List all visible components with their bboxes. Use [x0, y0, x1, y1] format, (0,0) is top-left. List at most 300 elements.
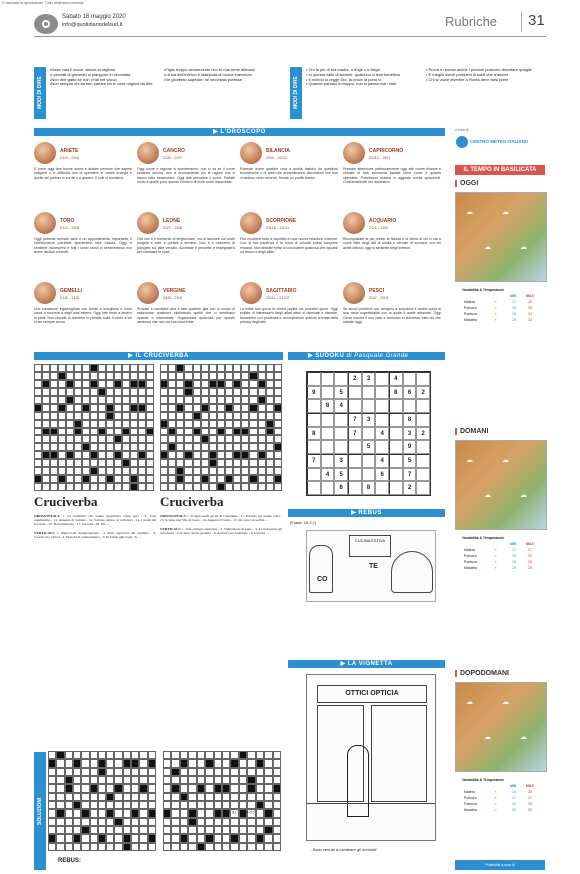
- sudoku-cell[interactable]: [416, 413, 430, 427]
- grid-cell[interactable]: [90, 834, 98, 842]
- grid-cell[interactable]: [82, 451, 90, 459]
- grid-cell[interactable]: [42, 404, 50, 412]
- grid-cell[interactable]: [138, 428, 146, 436]
- grid-cell[interactable]: [205, 768, 213, 776]
- grid-cell[interactable]: [214, 801, 222, 809]
- grid-cell[interactable]: [180, 843, 188, 851]
- grid-cell[interactable]: [230, 801, 238, 809]
- grid-cell[interactable]: [171, 826, 179, 834]
- grid-cell[interactable]: [205, 843, 213, 851]
- grid-cell[interactable]: [65, 843, 73, 851]
- grid-cell[interactable]: [74, 467, 82, 475]
- grid-cell[interactable]: [48, 776, 56, 784]
- grid-cell[interactable]: [138, 475, 146, 483]
- grid-cell[interactable]: [258, 459, 266, 467]
- grid-cell[interactable]: [184, 412, 192, 420]
- grid-cell[interactable]: [217, 404, 225, 412]
- grid-cell[interactable]: [233, 467, 241, 475]
- grid-cell[interactable]: [34, 435, 42, 443]
- grid-cell[interactable]: [197, 801, 205, 809]
- grid-cell[interactable]: [230, 768, 238, 776]
- grid-cell[interactable]: [139, 751, 147, 759]
- grid-cell[interactable]: [106, 826, 114, 834]
- grid-cell[interactable]: [114, 467, 122, 475]
- grid-cell[interactable]: [66, 428, 74, 436]
- grid-cell[interactable]: [247, 801, 255, 809]
- grid-cell[interactable]: [197, 768, 205, 776]
- grid-cell[interactable]: [82, 372, 90, 380]
- grid-cell[interactable]: [217, 443, 225, 451]
- grid-cell[interactable]: [258, 420, 266, 428]
- sudoku-cell[interactable]: [321, 386, 335, 400]
- grid-cell[interactable]: [74, 459, 82, 467]
- grid-cell[interactable]: [273, 843, 281, 851]
- grid-cell[interactable]: [146, 388, 154, 396]
- sudoku-cell[interactable]: [307, 399, 321, 413]
- grid-cell[interactable]: [168, 475, 176, 483]
- grid-cell[interactable]: [34, 388, 42, 396]
- sudoku-cell[interactable]: [362, 454, 376, 468]
- grid-cell[interactable]: [225, 380, 233, 388]
- grid-cell[interactable]: [73, 793, 81, 801]
- grid-cell[interactable]: [205, 818, 213, 826]
- sudoku-cell[interactable]: [334, 440, 348, 454]
- grid-cell[interactable]: [249, 467, 257, 475]
- grid-cell[interactable]: [90, 826, 98, 834]
- sudoku-cell[interactable]: [389, 399, 403, 413]
- grid-cell[interactable]: [264, 843, 272, 851]
- grid-cell[interactable]: [249, 435, 257, 443]
- grid-cell[interactable]: [274, 388, 282, 396]
- grid-cell[interactable]: [106, 818, 114, 826]
- grid-cell[interactable]: [249, 420, 257, 428]
- grid-cell[interactable]: [193, 451, 201, 459]
- grid-cell[interactable]: [266, 483, 274, 491]
- sudoku-cell[interactable]: [389, 413, 403, 427]
- grid-cell[interactable]: [233, 396, 241, 404]
- sudoku-cell[interactable]: [334, 372, 348, 386]
- grid-cell[interactable]: [241, 388, 249, 396]
- grid-cell[interactable]: [106, 768, 114, 776]
- grid-cell[interactable]: [34, 420, 42, 428]
- grid-cell[interactable]: [239, 843, 247, 851]
- crossword-grid-left[interactable]: [34, 364, 154, 491]
- sudoku-cell[interactable]: [375, 481, 389, 495]
- grid-cell[interactable]: [171, 776, 179, 784]
- grid-cell[interactable]: [90, 843, 98, 851]
- grid-cell[interactable]: [258, 388, 266, 396]
- grid-cell[interactable]: [148, 751, 156, 759]
- grid-cell[interactable]: [176, 420, 184, 428]
- grid-cell[interactable]: [188, 759, 196, 767]
- grid-cell[interactable]: [90, 404, 98, 412]
- grid-cell[interactable]: [106, 483, 114, 491]
- grid-cell[interactable]: [201, 380, 209, 388]
- grid-cell[interactable]: [214, 826, 222, 834]
- grid-cell[interactable]: [205, 826, 213, 834]
- grid-cell[interactable]: [131, 826, 139, 834]
- grid-cell[interactable]: [222, 776, 230, 784]
- grid-cell[interactable]: [264, 801, 272, 809]
- grid-cell[interactable]: [258, 364, 266, 372]
- sudoku-cell[interactable]: [375, 440, 389, 454]
- grid-cell[interactable]: [114, 768, 122, 776]
- grid-cell[interactable]: [249, 451, 257, 459]
- grid-cell[interactable]: [58, 388, 66, 396]
- grid-cell[interactable]: [146, 435, 154, 443]
- grid-cell[interactable]: [50, 412, 58, 420]
- grid-cell[interactable]: [81, 793, 89, 801]
- grid-cell[interactable]: [138, 483, 146, 491]
- grid-cell[interactable]: [42, 475, 50, 483]
- grid-cell[interactable]: [98, 784, 106, 792]
- grid-cell[interactable]: [176, 396, 184, 404]
- grid-cell[interactable]: [184, 404, 192, 412]
- grid-cell[interactable]: [239, 759, 247, 767]
- grid-cell[interactable]: [222, 793, 230, 801]
- grid-cell[interactable]: [106, 467, 114, 475]
- grid-cell[interactable]: [160, 428, 168, 436]
- grid-cell[interactable]: [258, 372, 266, 380]
- grid-cell[interactable]: [122, 467, 130, 475]
- grid-cell[interactable]: [98, 793, 106, 801]
- grid-cell[interactable]: [106, 784, 114, 792]
- grid-cell[interactable]: [56, 843, 64, 851]
- grid-cell[interactable]: [168, 451, 176, 459]
- grid-cell[interactable]: [176, 435, 184, 443]
- grid-cell[interactable]: [217, 451, 225, 459]
- grid-cell[interactable]: [73, 768, 81, 776]
- grid-cell[interactable]: [74, 372, 82, 380]
- grid-cell[interactable]: [130, 467, 138, 475]
- grid-cell[interactable]: [146, 420, 154, 428]
- grid-cell[interactable]: [168, 412, 176, 420]
- grid-cell[interactable]: [201, 412, 209, 420]
- grid-cell[interactable]: [114, 412, 122, 420]
- grid-cell[interactable]: [168, 404, 176, 412]
- grid-cell[interactable]: [176, 388, 184, 396]
- grid-cell[interactable]: [114, 793, 122, 801]
- grid-cell[interactable]: [50, 483, 58, 491]
- sudoku-cell[interactable]: [321, 481, 335, 495]
- grid-cell[interactable]: [209, 396, 217, 404]
- grid-cell[interactable]: [168, 388, 176, 396]
- grid-cell[interactable]: [66, 443, 74, 451]
- grid-cell[interactable]: [188, 768, 196, 776]
- grid-cell[interactable]: [48, 801, 56, 809]
- sudoku-cell[interactable]: [348, 386, 362, 400]
- grid-cell[interactable]: [42, 412, 50, 420]
- grid-cell[interactable]: [214, 834, 222, 842]
- grid-cell[interactable]: [131, 818, 139, 826]
- grid-cell[interactable]: [249, 428, 257, 436]
- grid-cell[interactable]: [148, 776, 156, 784]
- grid-cell[interactable]: [56, 768, 64, 776]
- grid-cell[interactable]: [163, 793, 171, 801]
- grid-cell[interactable]: [184, 396, 192, 404]
- grid-cell[interactable]: [98, 801, 106, 809]
- grid-cell[interactable]: [98, 372, 106, 380]
- grid-cell[interactable]: [65, 751, 73, 759]
- grid-cell[interactable]: [106, 435, 114, 443]
- grid-cell[interactable]: [171, 751, 179, 759]
- grid-cell[interactable]: [193, 396, 201, 404]
- grid-cell[interactable]: [65, 809, 73, 817]
- grid-cell[interactable]: [184, 420, 192, 428]
- grid-cell[interactable]: [264, 784, 272, 792]
- grid-cell[interactable]: [114, 776, 122, 784]
- grid-cell[interactable]: [258, 404, 266, 412]
- grid-cell[interactable]: [50, 388, 58, 396]
- grid-cell[interactable]: [58, 380, 66, 388]
- grid-cell[interactable]: [56, 801, 64, 809]
- grid-cell[interactable]: [171, 834, 179, 842]
- grid-cell[interactable]: [233, 435, 241, 443]
- grid-cell[interactable]: [65, 793, 73, 801]
- grid-cell[interactable]: [266, 364, 274, 372]
- sudoku-cell[interactable]: [362, 399, 376, 413]
- sudoku-cell[interactable]: [321, 427, 335, 441]
- sudoku-cell[interactable]: [307, 413, 321, 427]
- sudoku-cell[interactable]: [403, 372, 417, 386]
- grid-cell[interactable]: [239, 776, 247, 784]
- grid-cell[interactable]: [65, 826, 73, 834]
- grid-cell[interactable]: [148, 843, 156, 851]
- grid-cell[interactable]: [98, 443, 106, 451]
- grid-cell[interactable]: [201, 372, 209, 380]
- grid-cell[interactable]: [138, 372, 146, 380]
- sudoku-cell[interactable]: [416, 481, 430, 495]
- grid-cell[interactable]: [180, 776, 188, 784]
- grid-cell[interactable]: [266, 451, 274, 459]
- grid-cell[interactable]: [34, 451, 42, 459]
- grid-cell[interactable]: [73, 826, 81, 834]
- grid-cell[interactable]: [50, 380, 58, 388]
- grid-cell[interactable]: [209, 483, 217, 491]
- grid-cell[interactable]: [81, 768, 89, 776]
- grid-cell[interactable]: [217, 372, 225, 380]
- sudoku-grid[interactable]: [306, 371, 431, 496]
- grid-cell[interactable]: [225, 459, 233, 467]
- grid-cell[interactable]: [247, 843, 255, 851]
- grid-cell[interactable]: [239, 793, 247, 801]
- grid-cell[interactable]: [176, 412, 184, 420]
- grid-cell[interactable]: [34, 467, 42, 475]
- grid-cell[interactable]: [217, 435, 225, 443]
- grid-cell[interactable]: [98, 475, 106, 483]
- grid-cell[interactable]: [247, 759, 255, 767]
- sudoku-cell[interactable]: [321, 372, 335, 386]
- grid-cell[interactable]: [180, 818, 188, 826]
- grid-cell[interactable]: [114, 483, 122, 491]
- grid-cell[interactable]: [106, 428, 114, 436]
- grid-cell[interactable]: [188, 843, 196, 851]
- grid-cell[interactable]: [81, 776, 89, 784]
- grid-cell[interactable]: [122, 412, 130, 420]
- grid-cell[interactable]: [106, 372, 114, 380]
- grid-cell[interactable]: [193, 475, 201, 483]
- grid-cell[interactable]: [65, 759, 73, 767]
- grid-cell[interactable]: [163, 768, 171, 776]
- grid-cell[interactable]: [114, 443, 122, 451]
- grid-cell[interactable]: [82, 412, 90, 420]
- grid-cell[interactable]: [56, 784, 64, 792]
- grid-cell[interactable]: [90, 372, 98, 380]
- grid-cell[interactable]: [122, 380, 130, 388]
- grid-cell[interactable]: [274, 483, 282, 491]
- grid-cell[interactable]: [58, 428, 66, 436]
- grid-cell[interactable]: [66, 388, 74, 396]
- grid-cell[interactable]: [106, 443, 114, 451]
- grid-cell[interactable]: [230, 818, 238, 826]
- grid-cell[interactable]: [106, 834, 114, 842]
- grid-cell[interactable]: [239, 784, 247, 792]
- grid-cell[interactable]: [209, 443, 217, 451]
- grid-cell[interactable]: [225, 412, 233, 420]
- grid-cell[interactable]: [193, 459, 201, 467]
- grid-cell[interactable]: [50, 396, 58, 404]
- grid-cell[interactable]: [239, 768, 247, 776]
- grid-cell[interactable]: [90, 475, 98, 483]
- grid-cell[interactable]: [74, 396, 82, 404]
- grid-cell[interactable]: [123, 809, 131, 817]
- grid-cell[interactable]: [81, 818, 89, 826]
- grid-cell[interactable]: [201, 364, 209, 372]
- grid-cell[interactable]: [123, 826, 131, 834]
- grid-cell[interactable]: [148, 784, 156, 792]
- grid-cell[interactable]: [233, 420, 241, 428]
- grid-cell[interactable]: [98, 826, 106, 834]
- crossword-grid-right[interactable]: [160, 364, 282, 491]
- grid-cell[interactable]: [66, 420, 74, 428]
- grid-cell[interactable]: [90, 428, 98, 436]
- grid-cell[interactable]: [58, 420, 66, 428]
- sudoku-cell[interactable]: [348, 440, 362, 454]
- grid-cell[interactable]: [222, 759, 230, 767]
- grid-cell[interactable]: [114, 396, 122, 404]
- grid-cell[interactable]: [209, 428, 217, 436]
- grid-cell[interactable]: [217, 364, 225, 372]
- grid-cell[interactable]: [42, 435, 50, 443]
- grid-cell[interactable]: [114, 759, 122, 767]
- grid-cell[interactable]: [74, 443, 82, 451]
- grid-cell[interactable]: [256, 793, 264, 801]
- grid-cell[interactable]: [266, 467, 274, 475]
- grid-cell[interactable]: [98, 396, 106, 404]
- grid-cell[interactable]: [90, 483, 98, 491]
- grid-cell[interactable]: [225, 372, 233, 380]
- grid-cell[interactable]: [222, 826, 230, 834]
- grid-cell[interactable]: [273, 793, 281, 801]
- grid-cell[interactable]: [256, 818, 264, 826]
- grid-cell[interactable]: [274, 364, 282, 372]
- grid-cell[interactable]: [241, 364, 249, 372]
- grid-cell[interactable]: [66, 372, 74, 380]
- grid-cell[interactable]: [58, 467, 66, 475]
- sudoku-cell[interactable]: [334, 413, 348, 427]
- grid-cell[interactable]: [66, 435, 74, 443]
- grid-cell[interactable]: [176, 372, 184, 380]
- grid-cell[interactable]: [176, 483, 184, 491]
- grid-cell[interactable]: [264, 751, 272, 759]
- grid-cell[interactable]: [146, 404, 154, 412]
- grid-cell[interactable]: [90, 776, 98, 784]
- grid-cell[interactable]: [222, 768, 230, 776]
- grid-cell[interactable]: [82, 364, 90, 372]
- grid-cell[interactable]: [233, 443, 241, 451]
- grid-cell[interactable]: [222, 818, 230, 826]
- grid-cell[interactable]: [197, 834, 205, 842]
- grid-cell[interactable]: [256, 751, 264, 759]
- grid-cell[interactable]: [258, 443, 266, 451]
- grid-cell[interactable]: [201, 428, 209, 436]
- grid-cell[interactable]: [148, 768, 156, 776]
- grid-cell[interactable]: [180, 809, 188, 817]
- grid-cell[interactable]: [249, 443, 257, 451]
- grid-cell[interactable]: [209, 420, 217, 428]
- sudoku-cell[interactable]: [348, 454, 362, 468]
- grid-cell[interactable]: [258, 435, 266, 443]
- grid-cell[interactable]: [247, 818, 255, 826]
- grid-cell[interactable]: [233, 412, 241, 420]
- grid-cell[interactable]: [114, 388, 122, 396]
- grid-cell[interactable]: [180, 826, 188, 834]
- grid-cell[interactable]: [114, 834, 122, 842]
- grid-cell[interactable]: [130, 451, 138, 459]
- grid-cell[interactable]: [205, 801, 213, 809]
- grid-cell[interactable]: [58, 451, 66, 459]
- grid-cell[interactable]: [138, 396, 146, 404]
- grid-cell[interactable]: [239, 818, 247, 826]
- grid-cell[interactable]: [266, 475, 274, 483]
- grid-cell[interactable]: [122, 435, 130, 443]
- grid-cell[interactable]: [241, 483, 249, 491]
- grid-cell[interactable]: [184, 467, 192, 475]
- grid-cell[interactable]: [146, 483, 154, 491]
- grid-cell[interactable]: [197, 826, 205, 834]
- grid-cell[interactable]: [163, 801, 171, 809]
- grid-cell[interactable]: [98, 435, 106, 443]
- grid-cell[interactable]: [82, 435, 90, 443]
- grid-cell[interactable]: [106, 776, 114, 784]
- grid-cell[interactable]: [258, 428, 266, 436]
- grid-cell[interactable]: [42, 372, 50, 380]
- grid-cell[interactable]: [146, 396, 154, 404]
- grid-cell[interactable]: [209, 467, 217, 475]
- grid-cell[interactable]: [74, 475, 82, 483]
- grid-cell[interactable]: [114, 459, 122, 467]
- grid-cell[interactable]: [184, 483, 192, 491]
- grid-cell[interactable]: [90, 759, 98, 767]
- grid-cell[interactable]: [123, 801, 131, 809]
- grid-cell[interactable]: [139, 818, 147, 826]
- grid-cell[interactable]: [48, 784, 56, 792]
- grid-cell[interactable]: [42, 483, 50, 491]
- grid-cell[interactable]: [188, 801, 196, 809]
- grid-cell[interactable]: [66, 459, 74, 467]
- grid-cell[interactable]: [146, 475, 154, 483]
- grid-cell[interactable]: [197, 793, 205, 801]
- grid-cell[interactable]: [90, 396, 98, 404]
- grid-cell[interactable]: [122, 404, 130, 412]
- sudoku-cell[interactable]: [389, 468, 403, 482]
- grid-cell[interactable]: [81, 801, 89, 809]
- grid-cell[interactable]: [168, 459, 176, 467]
- grid-cell[interactable]: [241, 404, 249, 412]
- grid-cell[interactable]: [273, 818, 281, 826]
- grid-cell[interactable]: [81, 784, 89, 792]
- grid-cell[interactable]: [160, 404, 168, 412]
